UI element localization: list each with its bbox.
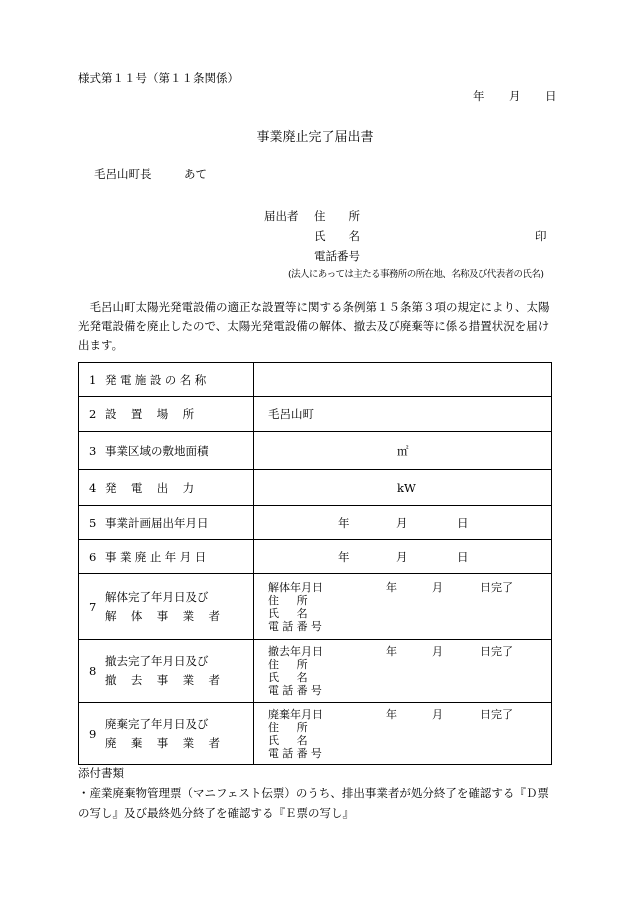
row-label: 事業廃止年月日 [105, 549, 210, 564]
row-number: 2 [89, 407, 97, 421]
table-row [79, 432, 552, 470]
row-number: 7 [89, 599, 97, 614]
table-row [79, 703, 552, 765]
row-number: 9 [89, 726, 97, 741]
disposal-details[interactable]: 廃棄年月日 年 月 日完了 住 所 氏 名 電話番号 [254, 703, 552, 765]
table-row [79, 506, 552, 540]
date-month: 月 [509, 89, 521, 103]
addressee-suffix: あて [184, 167, 207, 181]
addressee [94, 166, 207, 182]
row-label: 事業区域の敷地面積 [105, 443, 209, 458]
row-label: 設置場所 [105, 407, 209, 421]
table-row [79, 470, 552, 506]
row-label-line1: 廃棄完了年月日及び [105, 716, 209, 731]
row-number: 5 [89, 515, 97, 530]
applicant-phone-label: 電話番号 [314, 249, 360, 263]
area-value[interactable] [254, 432, 552, 470]
row-number: 1 [89, 372, 97, 387]
row-number: 6 [89, 549, 97, 564]
output-value[interactable] [254, 470, 552, 506]
dismantling-details[interactable]: 解体年月日 年 月 日完了 住 所 氏 名 電話番号 [254, 574, 552, 640]
submission-date [473, 88, 557, 104]
facility-name-value[interactable] [254, 363, 552, 397]
removal-details[interactable]: 撤去年月日 年 月 日完了 住 所 氏 名 電話番号 [254, 640, 552, 703]
table-row [79, 363, 552, 397]
table-row [79, 640, 552, 703]
row-label-line2: 廃棄事業者 [105, 735, 235, 750]
applicant-block [264, 206, 547, 266]
plan-date-value[interactable]: 年 月 日 [254, 506, 552, 540]
abolition-date-value[interactable]: 年 月 日 [254, 540, 552, 574]
table-row [79, 397, 552, 432]
table-row [79, 574, 552, 640]
addressee-name: 毛呂山町長 [94, 167, 152, 181]
row-number: 3 [89, 443, 97, 458]
row-label-line2: 解体事業者 [105, 608, 235, 623]
form-number: 様式第１１号（第１１条関係） [78, 71, 239, 85]
document-title: 事業廃止完了届出書 [256, 130, 374, 145]
row-label: 事業計画届出年月日 [105, 515, 209, 530]
area-unit: ㎡ [397, 443, 409, 458]
date-year: 年 [473, 89, 485, 103]
attachments-heading: 添付書類 [78, 766, 124, 780]
row-label: 発電施設の名称 [105, 372, 210, 387]
output-unit: kW [397, 480, 416, 495]
row-label-line1: 解体完了年月日及び [105, 589, 209, 604]
applicant-name-label: 氏 名 [314, 229, 360, 243]
row-label: 発電出力 [105, 480, 209, 495]
row-label-line2: 撤去事業者 [105, 673, 235, 687]
applicant-label: 届出者 [264, 209, 299, 223]
applicant-address-label: 住 所 [314, 209, 360, 223]
row-number: 4 [89, 480, 97, 495]
row-label-line1: 撤去完了年月日及び [105, 654, 209, 668]
row-number: 8 [89, 664, 97, 678]
attachments-item: ・産業廃棄物管理票（マニフェスト伝票）のうち、排出事業者が処分終了を確認する『Ｄ票の写し』及び最終処分終了を確認する『Ｅ票の写し』 [78, 786, 549, 820]
location-value[interactable]: 毛呂山町 [254, 397, 552, 432]
date-day: 日 [545, 89, 557, 103]
body-text: 毛呂山町太陽光発電設備の適正な設置等に関する条例第１５条第３項の規定により、太陽光発電設備を廃止したので、太陽光発電設備の解体、撤去及び廃棄等に係る措置状況を届け出ます。 [78, 300, 550, 352]
table-row [79, 540, 552, 574]
corporation-note: (法人にあっては主たる事務所の所在地、名称及び代表者の氏名) [288, 269, 544, 280]
facility-table [78, 362, 552, 765]
seal-mark: 印 [535, 229, 547, 243]
